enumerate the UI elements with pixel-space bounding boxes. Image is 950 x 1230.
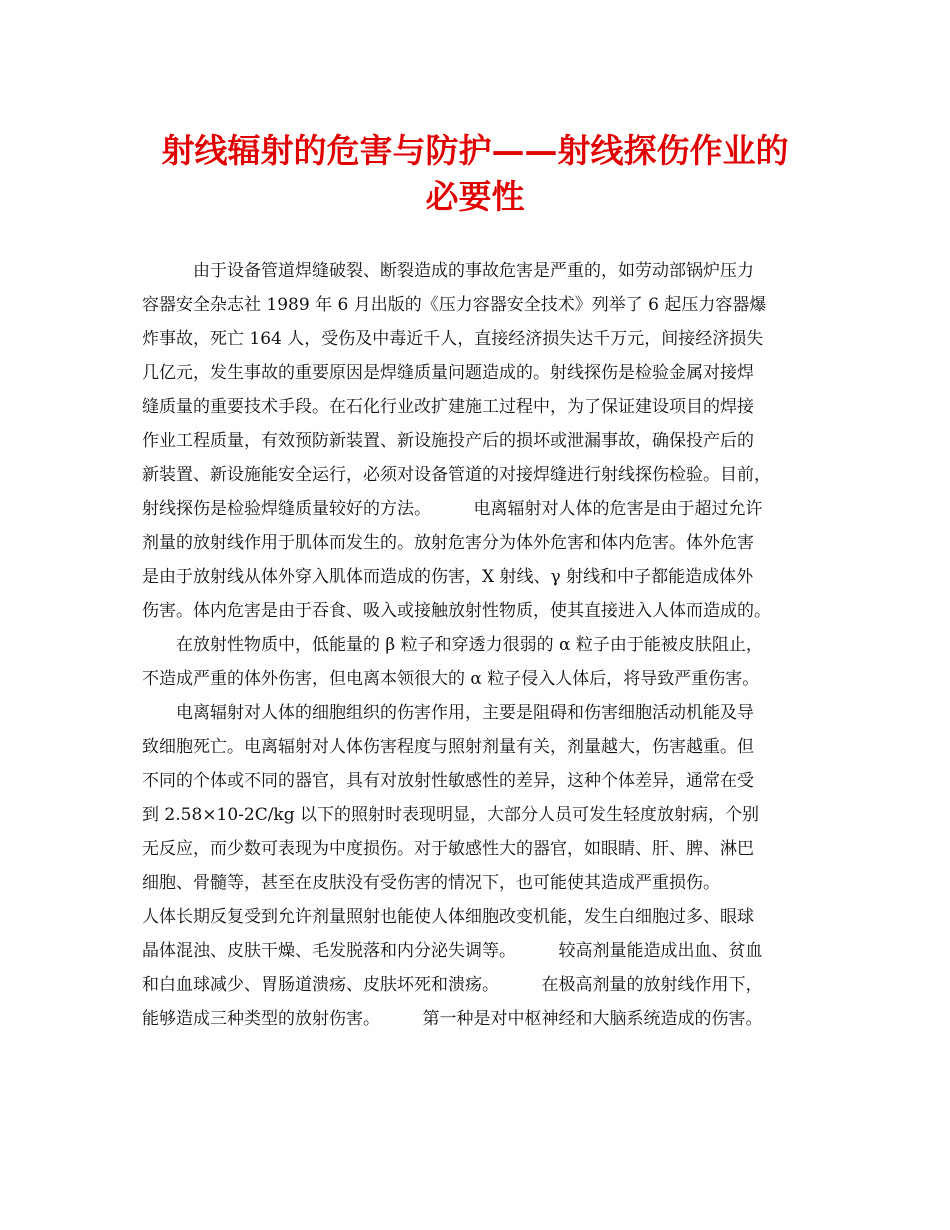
body-line: 不同的个体或不同的器官，具有对放射性敏感性的差异，这种个体差异，通常在受 <box>142 771 754 791</box>
body-line: 人体长期反复受到允许剂量照射也能使人体细胞改变机能，发生白细胞过多、眼球 <box>142 907 754 927</box>
body-line: 新装置、新设施能安全运行，必须对设备管道的对接焊缝进行射线探伤检验。目前， <box>142 465 771 485</box>
body-line: 伤害。体内危害是由于吞食、吸入或接触放射性物质，使其直接进入人体而造成的。 <box>142 601 771 621</box>
body-line: 几亿元，发生事故的重要原因是焊缝质量问题造成的。射线探伤是检验金属对接焊 <box>142 363 754 383</box>
body-line: 细胞、骨髓等，甚至在皮肤没有受伤害的情况下，也可能使其造成严重损伤。 <box>142 873 720 893</box>
body-line: 无反应，而少数可表现为中度损伤。对于敏感性大的器官，如眼睛、肝、脾、淋巴 <box>142 839 754 859</box>
body-line: 在放射性物质中，低能量的 β 粒子和穿透力很弱的 α 粒子由于能被皮肤阻止， <box>142 635 763 655</box>
document-body <box>142 254 832 1036</box>
body-line: 是由于放射线从体外穿入肌体而造成的伤害，X 射线、γ 射线和中子都能造成体外 <box>142 567 754 587</box>
body-line: 和白血球减少、胃肠道溃疡、皮肤坏死和溃疡。 在极高剂量的放射线作用下， <box>142 975 763 995</box>
title-line: 必要性 <box>425 177 525 216</box>
document-title <box>130 128 820 220</box>
body-line: 晶体混浊、皮肤干燥、毛发脱落和内分泌失调等。 较高剂量能造成出血、贫血 <box>142 941 763 961</box>
body-line: 电离辐射对人体的细胞组织的伤害作用，主要是阻碍和伤害细胞活动机能及导 <box>142 703 754 723</box>
body-line: 能够造成三种类型的放射伤害。 第一种是对中枢神经和大脑系统造成的伤害。 <box>142 1009 763 1029</box>
body-line: 炸事故，死亡 164 人，受伤及中毒近千人，直接经济损失达千万元，间接经济损失 <box>142 329 764 349</box>
body-line: 射线探伤是检验焊缝质量较好的方法。 电离辐射对人体的危害是由于超过允许 <box>142 499 763 519</box>
body-line: 缝质量的重要技术手段。在石化行业改扩建施工过程中，为了保证建设项目的焊接 <box>142 397 754 417</box>
body-line: 致细胞死亡。电离辐射对人体伤害程度与照射剂量有关，剂量越大，伤害越重。但 <box>142 737 754 757</box>
body-line: 作业工程质量，有效预防新装置、新设施投产后的损坏或泄漏事故，确保投产后的 <box>142 431 754 451</box>
title-line: 射线辐射的危害与防护——射线探伤作业的 <box>161 131 789 170</box>
body-line: 由于设备管道焊缝破裂、断裂造成的事故危害是严重的，如劳动部锅炉压力 <box>142 261 754 281</box>
body-line: 容器安全杂志社 1989 年 6 月出版的《压力容器安全技术》列举了 6 起压力容器爆 <box>142 295 767 315</box>
body-line: 不造成严重的体外伤害，但电离本领很大的 α 粒子侵入人体后，将导致严重伤害。 <box>142 669 760 689</box>
body-line: 剂量的放射线作用于肌体而发生的。放射危害分为体外危害和体内危害。体外危害 <box>142 533 754 553</box>
body-line: 到 2.58×10-2C/kg 以下的照射时表现明显，大部分人员可发生轻度放射病，个别 <box>142 805 760 825</box>
